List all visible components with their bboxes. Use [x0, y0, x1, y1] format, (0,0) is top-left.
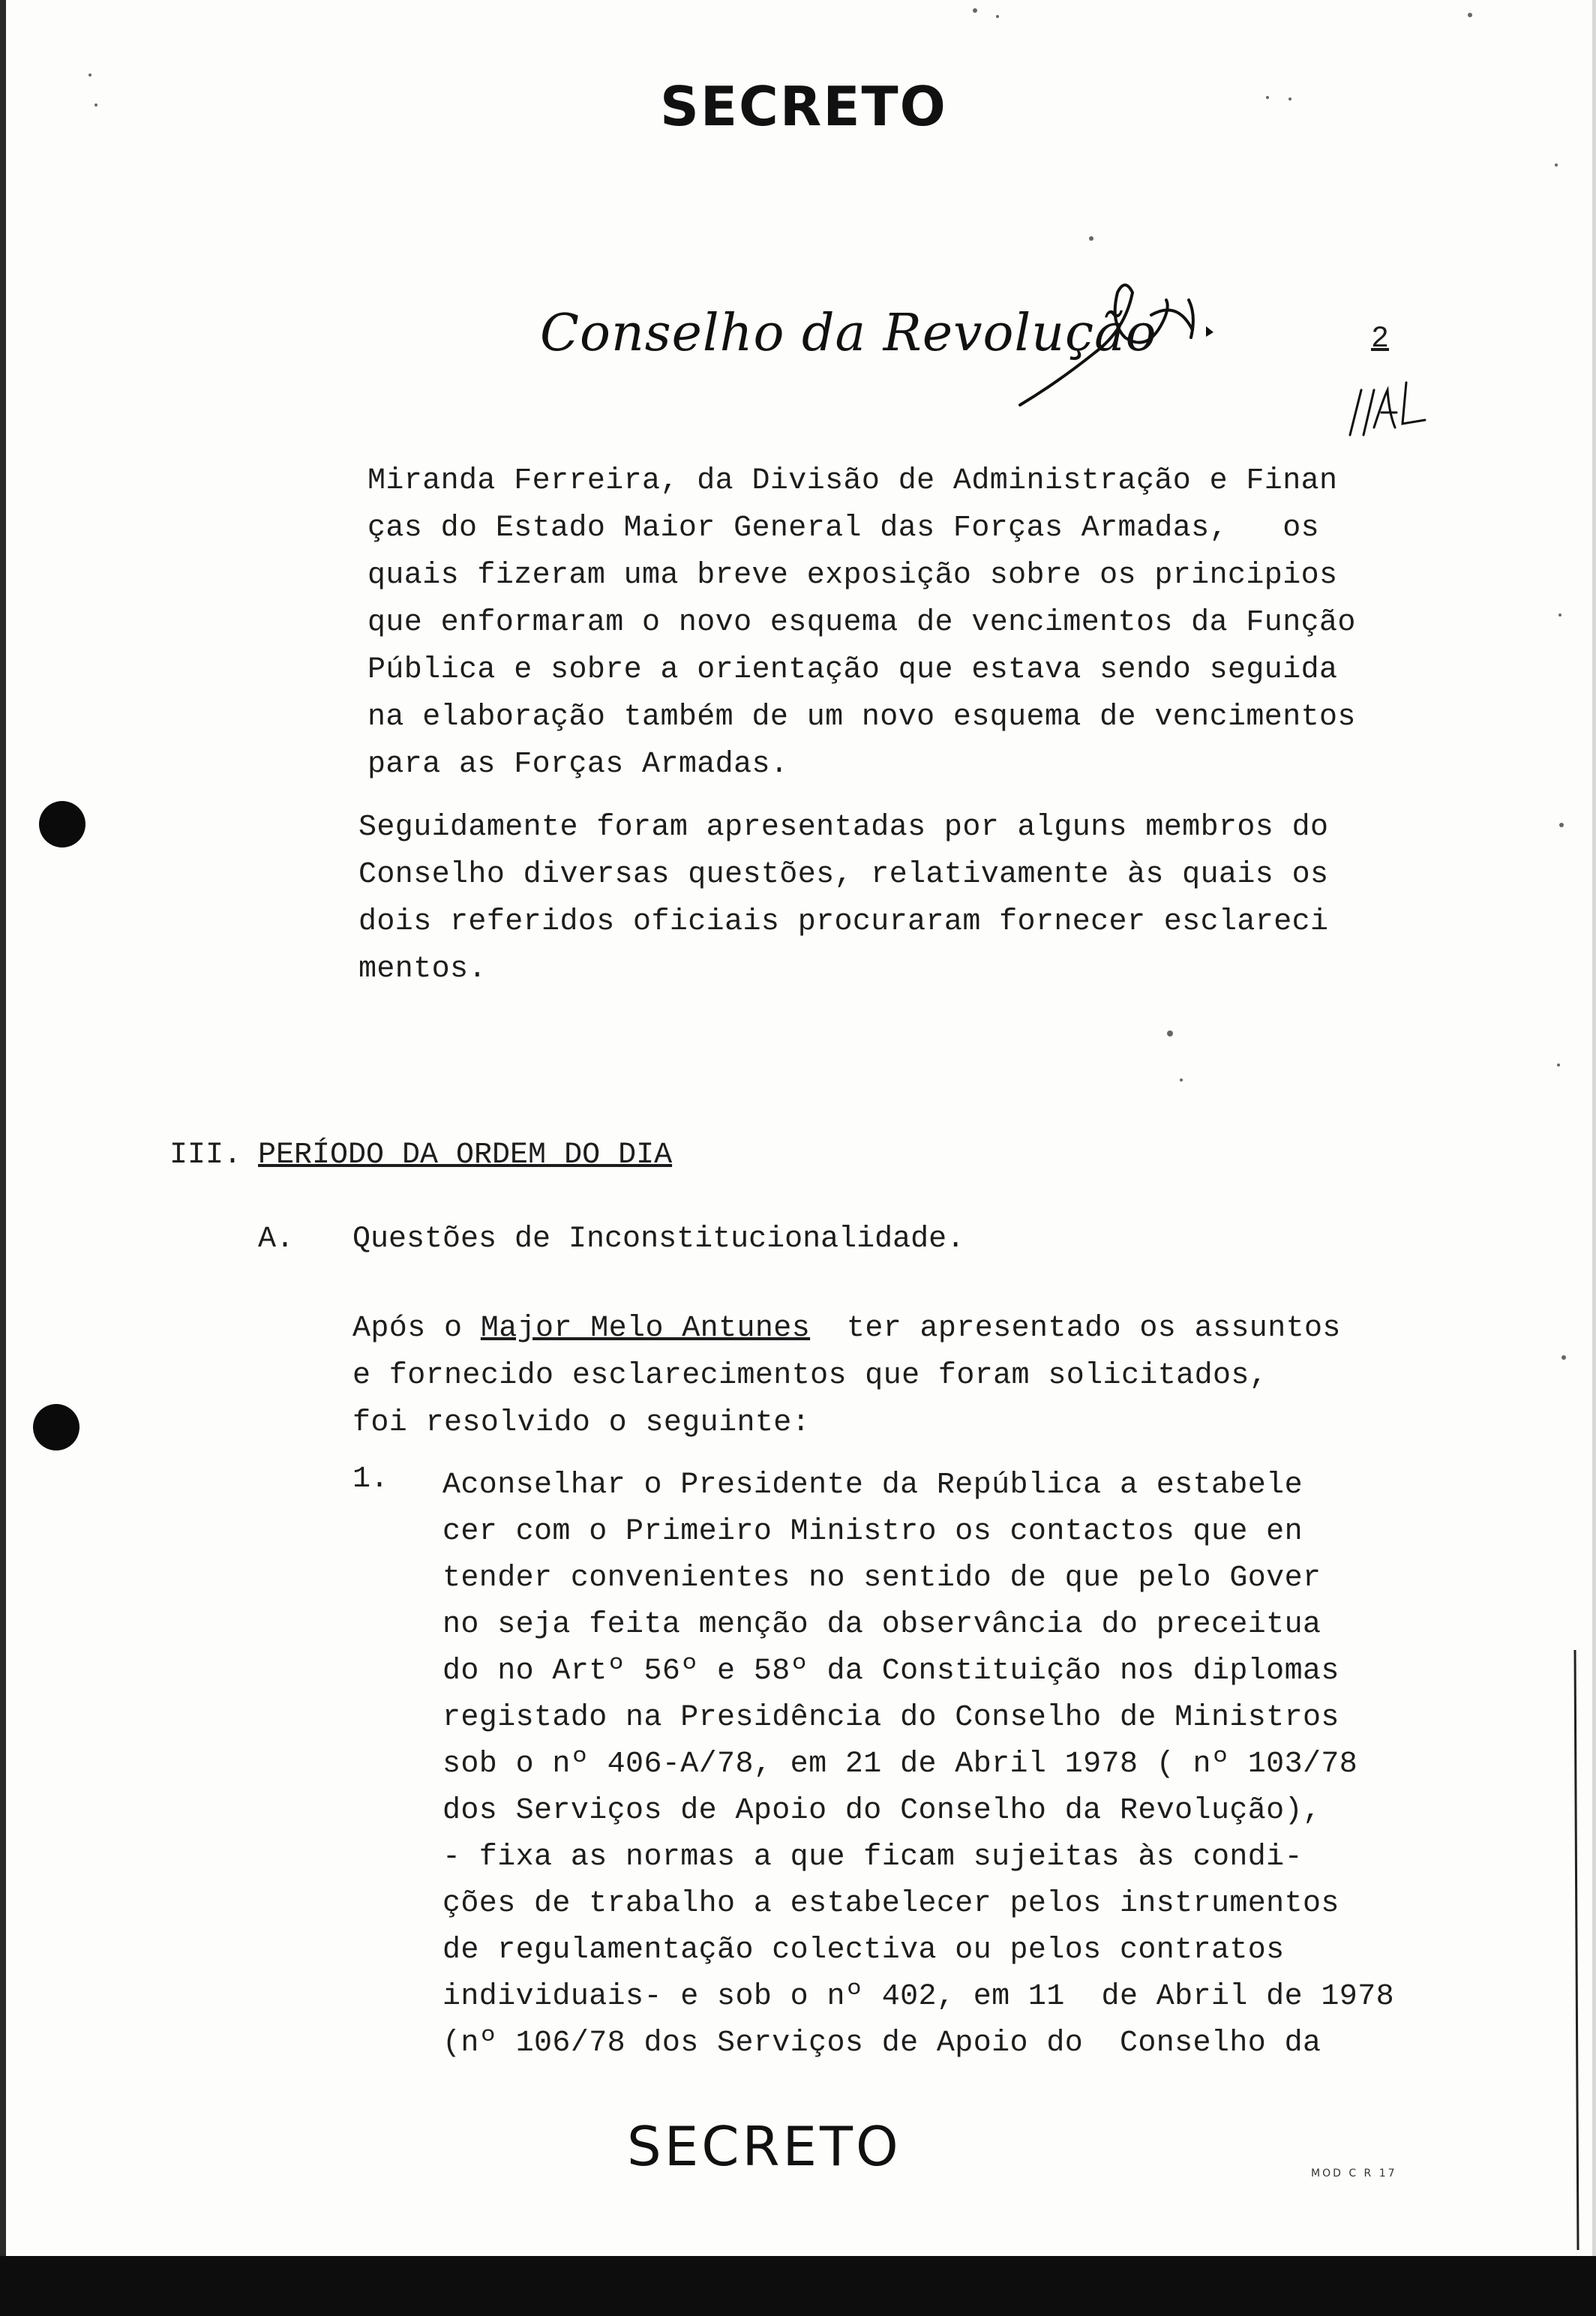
subsection-title: Questões de Inconstitucionalidade.: [352, 1222, 965, 1256]
item-1-text: Aconselhar o Presidente da República a estabele cer com o Primeiro Ministro os contactos que en tender convenientes no sentido de que pelo Gover no seja feita menção da observância do preceitua do no Artº 56º e 58º da Constituição nos diplomas registado na Presidência do Conselho de Ministros sob o nº 406-A/78, em 21 de Abril 1978 ( nº 103/78 dos Serviços de Apoio do Conselho da Revolução), - fixa as normas a que ficam sujeitas às condi- ções de trabalho a estabelecer pelos instrumentos de regulamentação colectiva ou pelos contratos individuais- e sob o nº 402, em 11 de Abril de 1978 (nº 106/78 dos Serviços de Apoio do Conselho da: [442, 1468, 1395, 2060]
scan-left-edge: [0, 0, 6, 2316]
letterhead: Conselho da Revolução: [540, 304, 1157, 363]
initials-icon: [1342, 368, 1432, 442]
scan-right-edge: [1592, 0, 1596, 2316]
classification-stamp-top: SECRETO: [660, 75, 947, 138]
paragraph-3-rest: ter apresentado os assuntos e fornecido esclarecimentos que foram solicitados, foi resolvido o seguinte:: [352, 1312, 1341, 1440]
section-heading: [170, 1138, 672, 1172]
paragraph-1: Miranda Ferreira, da Divisão de Administração e Finan ças do Estado Maior General das Forças Armadas, os quais fizeram uma breve exposição sobre os principios que enformaram o novo esquema de vencimentos da Função Pública e sobre a orientação que estava sendo seguida na elaboração também de um novo esquema de vencimentos para as Forças Armadas.: [368, 464, 1356, 782]
section-number: III.: [170, 1138, 242, 1172]
classification-stamp-bottom: SECRETO: [627, 2115, 902, 2178]
signature-icon: [1012, 270, 1238, 420]
paragraph-3: [352, 1305, 1341, 1447]
subsection-letter: A.: [258, 1222, 295, 1256]
section-title: PERÍODO DA ORDEM DO DIA: [258, 1138, 673, 1172]
paragraph-2: Seguidamente foram apresentadas por alguns membros do Conselho diversas questões, relativamente às quais os dois referidos oficiais procuraram fornecer esclareci mentos.: [358, 811, 1329, 986]
punch-hole: [39, 801, 86, 848]
paragraph-3-lead: Após o: [352, 1312, 481, 1346]
item-number: 1.: [352, 1462, 389, 1496]
scan-bottom-edge: [0, 2256, 1596, 2316]
subsection-heading: [258, 1222, 964, 1256]
officer-name: Major Melo Antunes: [480, 1312, 811, 1346]
form-code: MOD C R 17: [1311, 2168, 1397, 2180]
punch-hole: [33, 1404, 80, 1450]
page-number: 2: [1371, 322, 1390, 356]
